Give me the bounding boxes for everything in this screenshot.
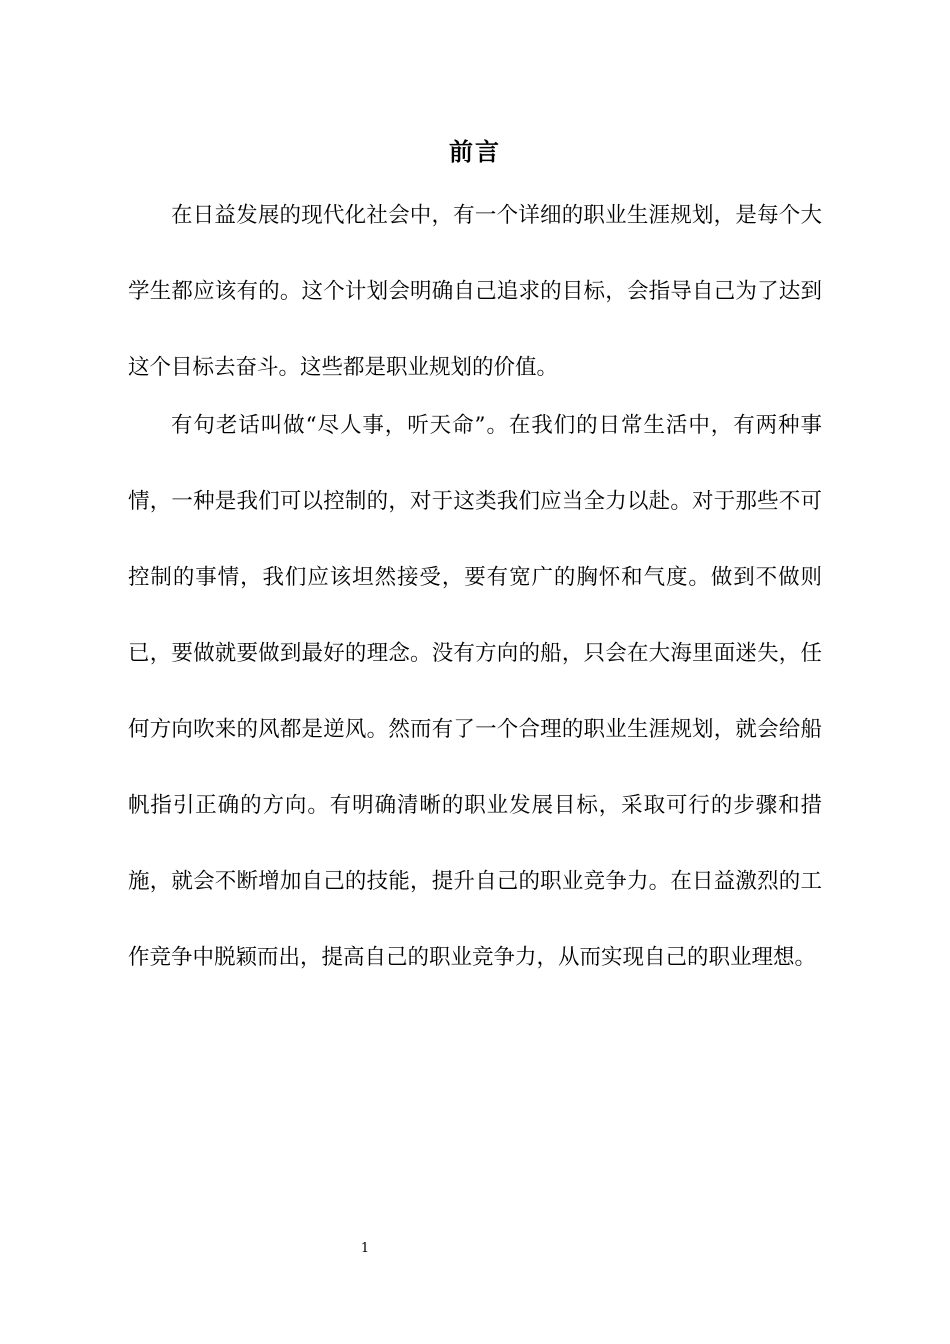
page-number: 1: [360, 1241, 370, 1256]
page-title: 前言: [449, 137, 501, 166]
paragraph-main: 有句老话叫做“尽人事，听天命”。在我们的日常生活中，有两种事情，一种是我们可以控制的，对于这类我们应当全力以赴。对于那些不可控制的事情，我们应该坦然接受，要有宽广的胸怀和气度。做到不做则已，要做就要做到最好的理念。没有方向的船，只会在大海里面迷失，任何方向吹来的风都是逆风。然而有了一个合理的职业生涯规划，就会给船帆指引正确的方向。有明确清晰的职业发展目标，采取可行的步骤和措施，就会不断增加自己的技能，提升自己的职业竞争力。在日益激烈的工作竞争中脱颖而出，提高自己的职业竞争力，从而实现自己的职业理想。: [128, 413, 822, 970]
paragraph-intro: 在日益发展的现代化社会中，有一个详细的职业生涯规划，是每个大学生都应该有的。这个计划会明确自己追求的目标，会指导自己为了达到这个目标去奋斗。这些都是职业规划的价值。: [128, 203, 822, 380]
